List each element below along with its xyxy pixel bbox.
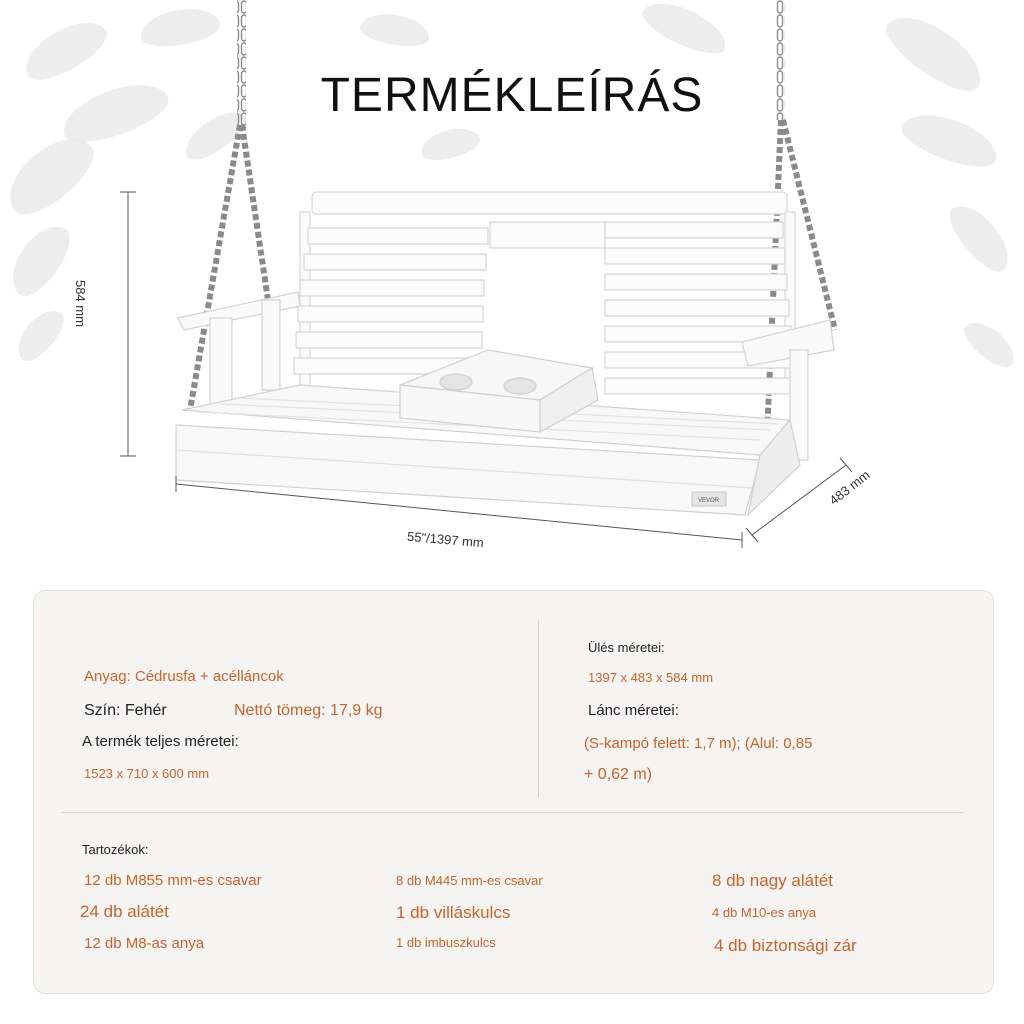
material-text: Anyag: Cédrusfa + acélláncok xyxy=(84,668,284,685)
depth-dimension-label: 483 mm xyxy=(826,467,873,508)
divider-horizontal xyxy=(62,812,964,813)
seat-size-label: Ülés méretei: xyxy=(588,640,665,655)
accessory-item: 1 db villáskulcs xyxy=(396,903,511,922)
accessory-item: 4 db biztonsági zár xyxy=(714,936,857,955)
product-label: VEVOR xyxy=(698,498,720,504)
accessory-item: 1 db imbuszkulcs xyxy=(396,935,496,950)
overall-size-value: 1523 x 710 x 600 mm xyxy=(84,766,210,781)
chain-size-line2: + 0,62 m) xyxy=(584,766,653,783)
accessory-item: 8 db M445 mm-es csavar xyxy=(396,873,543,888)
chain-left-back xyxy=(242,125,268,300)
accessory-item: 4 db M10-es anya xyxy=(712,905,817,920)
net-weight-text: Nettó tömeg: 17,9 kg xyxy=(234,702,383,719)
accessories-label: Tartozékok: xyxy=(82,842,149,857)
seat-size-value: 1397 x 483 x 584 mm xyxy=(588,670,714,685)
height-dimension-label: 584 mm xyxy=(73,280,88,327)
overall-size-label: A termék teljes méretei: xyxy=(82,733,239,750)
accessory-item: 8 db nagy alátét xyxy=(712,871,833,890)
divider-vertical xyxy=(538,620,539,798)
page-title: TERMÉKLEÍRÁS xyxy=(320,69,704,122)
chain-top-left xyxy=(237,0,246,130)
spec-card xyxy=(33,590,994,994)
chain-top-right xyxy=(776,0,785,120)
accessory-item: 12 db M8-as anya xyxy=(84,935,205,952)
width-dimension-label: 55"/1397 mm xyxy=(406,528,485,551)
color-text: Szín: Fehér xyxy=(84,702,167,719)
chain-size-line1: (S-kampó felett: 1,7 m); (Alul: 0,85 xyxy=(584,735,813,752)
chain-size-label: Lánc méretei: xyxy=(588,702,679,719)
accessory-item: 12 db M855 mm-es csavar xyxy=(84,872,262,889)
accessory-item: 24 db alátét xyxy=(80,902,169,921)
